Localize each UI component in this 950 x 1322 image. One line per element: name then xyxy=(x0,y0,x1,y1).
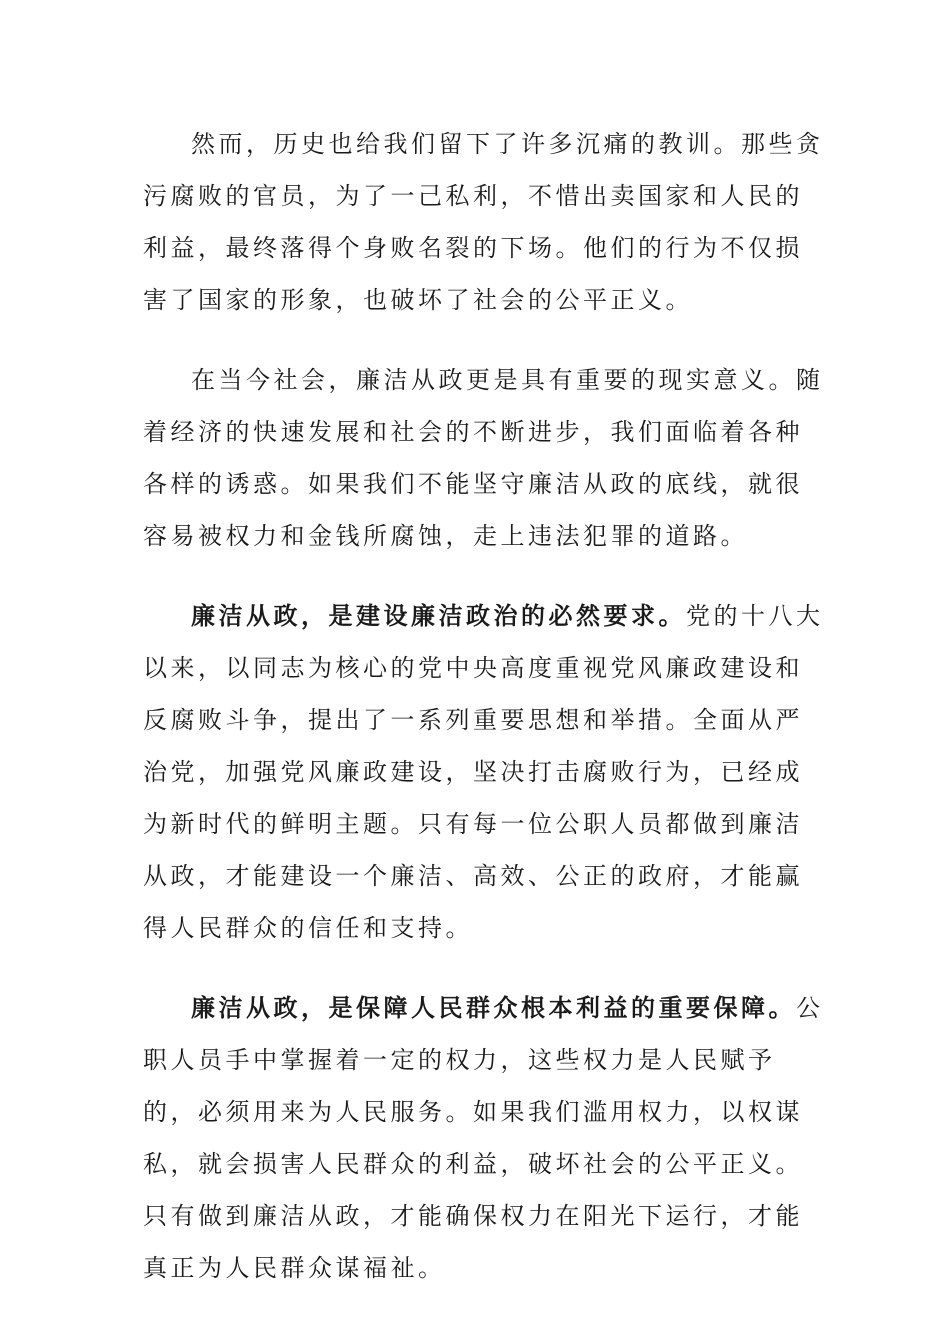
paragraph-current-significance xyxy=(143,354,825,562)
paragraph-people-interests xyxy=(143,982,825,1294)
paragraph-text: 然而，历史也给我们留下了许多沉痛的教训。那些贪污腐败的官员，为了一己私利，不惜出卖国家和人民的利益，最终落得个身败名裂的下场。他们的行为不仅损害了国家的形象，也破坏了社会的公平正义。 xyxy=(143,130,824,314)
paragraph-text: 党的十八大以来，以同志为核心的党中央高度重视党风廉政建设和反腐败斗争，提出了一系列重要思想和举措。全面从严治党，加强党风廉政建设，坚决打击腐败行为，已经成为新时代的鲜明主题。只有每一位公职人员都做到廉洁从政，才能建设一个廉洁、高效、公正的政府，才能赢得人民群众的信任和支持。 xyxy=(143,602,824,942)
paragraph-historical-lessons xyxy=(143,118,825,326)
paragraph-bold-lead: 廉洁从政，是建设廉洁政治的必然要求。 xyxy=(191,602,686,630)
paragraph-bold-lead: 廉洁从政，是保障人民群众根本利益的重要保障。 xyxy=(191,994,796,1022)
paragraph-text: 在当今社会，廉洁从政更是具有重要的现实意义。随着经济的快速发展和社会的不断进步，我们面临着各种各样的诱惑。如果我们不能坚守廉洁从政的底线，就很容易被权力和金钱所腐蚀，走上违法犯罪的道路。 xyxy=(143,366,824,550)
paragraph-text: 公职人员手中掌握着一定的权力，这些权力是人民赋予的，必须用来为人民服务。如果我们滥用权力，以权谋私，就会损害人民群众的利益，破坏社会的公平正义。只有做到廉洁从政，才能确保权力在阳光下运行，才能真正为人民群众谋福祉。 xyxy=(143,994,824,1282)
paragraph-clean-politics xyxy=(143,590,825,954)
document-body xyxy=(143,118,825,1322)
